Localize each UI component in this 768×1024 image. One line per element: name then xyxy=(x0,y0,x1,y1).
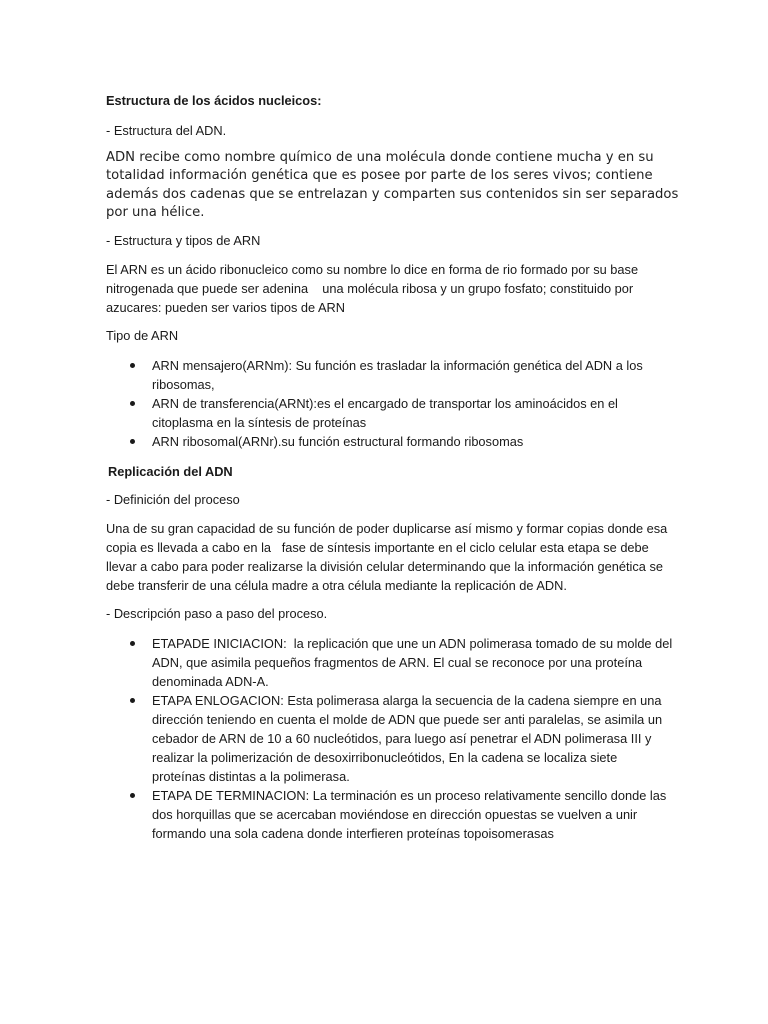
list-item-line: ETAPADE INICIACION: la replicación que une un ADN polimerasa tomado de su molde del xyxy=(152,636,673,651)
definicion-heading: - Definición del proceso xyxy=(106,492,240,507)
bullet-icon xyxy=(130,698,135,703)
descripcion-heading: - Descripción paso a paso del proceso. xyxy=(106,606,328,621)
paragraph-line: copia es llevada a cabo en la fase de síntesis importante en el ciclo celular esta etapa se debe xyxy=(106,540,649,555)
bullet-icon xyxy=(130,793,135,798)
replicacion-heading: Replicación del ADN xyxy=(108,464,233,479)
list-item-line: ETAPA DE TERMINACION: La terminación es un proceso relativamente sencillo donde las xyxy=(152,788,667,803)
list-item-line: ADN, que asimila pequeños fragmentos de ARN. El cual se reconoce por una proteína xyxy=(152,655,643,670)
etapas-list xyxy=(106,634,672,843)
list-item xyxy=(106,356,643,394)
list-item-line: cebador de ARN de 10 a 60 nucleótidos, para luego así penetrar el ADN polimerasa III y xyxy=(152,731,652,746)
tipo-heading: Tipo de ARN xyxy=(106,328,179,343)
paragraph-line: por una hélice. xyxy=(106,205,205,221)
document-title: Estructura de los ácidos nucleicos: xyxy=(106,93,322,108)
arn-paragraph xyxy=(106,260,638,317)
bullet-icon xyxy=(130,401,135,406)
list-item-line: ETAPA ENLOGACION: Esta polimerasa alarga la secuencia de la cadena siempre en una xyxy=(152,693,662,708)
bullet-icon xyxy=(130,439,135,444)
bullet-icon xyxy=(130,641,135,646)
list-item-line: dirección teniendo en cuenta el molde de ADN que puede ser anti paralelas, se asimila un xyxy=(152,712,663,727)
list-item xyxy=(106,432,643,451)
list-item-line: dos horquillas que se acercaban moviéndose en dirección opuestas se vuelven a unir xyxy=(152,807,638,822)
paragraph-line: nitrogenada que puede ser adenina una molécula ribosa y un grupo fosfato; constituido por xyxy=(106,281,634,296)
adn-heading: - Estructura del ADN. xyxy=(106,123,227,138)
list-item-line: formando una sola cadena donde interfieren proteínas topoisomerasas xyxy=(152,826,554,841)
paragraph-line: además dos cadenas que se entrelazan y comparten sus contenidos sin ser separados xyxy=(106,186,679,202)
adn-paragraph xyxy=(106,149,678,223)
paragraph-line: debe transferir de una célula madre a otra célula mediante la replicación de ADN. xyxy=(106,578,567,593)
list-item xyxy=(106,394,643,432)
arn-types-list xyxy=(106,356,643,451)
list-item-line: citoplasma en la síntesis de proteínas xyxy=(152,415,367,430)
arn-heading: - Estructura y tipos de ARN xyxy=(106,233,261,248)
list-item xyxy=(106,691,672,786)
bullet-icon xyxy=(130,363,135,368)
list-item-line: ARN ribosomal(ARNr).su función estructural formando ribosomas xyxy=(152,434,524,449)
list-item-line: ribosomas, xyxy=(152,377,215,392)
list-item-line: proteínas distintas a la polimerasa. xyxy=(152,769,350,784)
list-item-line: ARN mensajero(ARNm): Su función es trasladar la información genética del ADN a los xyxy=(152,358,643,373)
paragraph-line: El ARN es un ácido ribonucleico como su nombre lo dice en forma de rio formado por su base xyxy=(106,262,639,277)
paragraph-line: Una de su gran capacidad de su función de poder duplicarse así mismo y formar copias donde esa xyxy=(106,521,668,536)
paragraph-line: ADN recibe como nombre químico de una molécula donde contiene mucha y en su xyxy=(106,150,654,165)
list-item-line: realizar la polimerización de desoxirribonucleótidos, En la cadena se localiza siete xyxy=(152,750,618,765)
paragraph-line: llevar a cabo para poder realizarse la división celular determinando que la información genética se xyxy=(106,559,663,574)
list-item xyxy=(106,786,672,843)
definicion-paragraph xyxy=(106,519,667,595)
list-item xyxy=(106,634,672,691)
paragraph-line: azucares: pueden ser varios tipos de ARN xyxy=(106,300,346,315)
list-item-line: denominada ADN-A. xyxy=(152,674,269,689)
list-item-line: ARN de transferencia(ARNt):es el encargado de transportar los aminoácidos en el xyxy=(152,396,618,411)
paragraph-line: totalidad información genética que es posee por parte de los seres vivos; contiene xyxy=(106,168,653,184)
